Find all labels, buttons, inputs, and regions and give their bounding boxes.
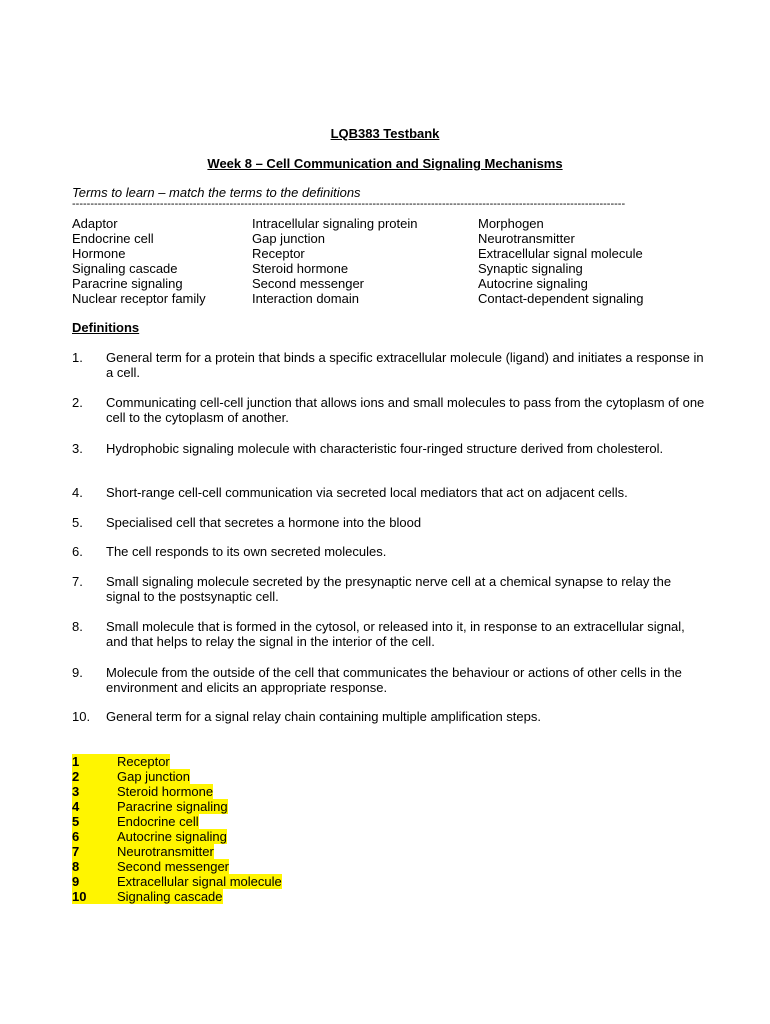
term-item: Autocrine signaling bbox=[478, 276, 588, 291]
definition-text: Specialised cell that secretes a hormone into the blood bbox=[106, 515, 422, 530]
answer-number: 9 bbox=[72, 874, 106, 889]
answer-number: 4 bbox=[72, 799, 106, 814]
definition-text: The cell responds to its own secreted molecules. bbox=[106, 544, 387, 559]
definition-number: 6. bbox=[72, 544, 83, 559]
definition-number: 9. bbox=[72, 665, 83, 680]
answer-term: Endocrine cell bbox=[106, 814, 199, 829]
definition-text: Short-range cell-cell communication via secreted local mediators that act on adjacent cells. bbox=[106, 485, 628, 500]
terms-column-2 bbox=[252, 216, 417, 306]
definition-text: General term for a protein that binds a specific extracellular molecule (ligand) and initiates a response in a cell. bbox=[106, 350, 704, 380]
term-item: Hormone bbox=[72, 246, 126, 261]
definition-number: 3. bbox=[72, 441, 83, 456]
document-title: LQB383 Testbank bbox=[330, 126, 440, 141]
dashed-separator: ------------------------------------------------------------------------------------------------------------------------------------------------------- bbox=[72, 199, 626, 210]
definition-number: 8. bbox=[72, 619, 83, 634]
answer-number: 6 bbox=[72, 829, 106, 844]
term-item: Steroid hormone bbox=[252, 261, 349, 276]
answer-term: Steroid hormone bbox=[106, 784, 213, 799]
answer-term: Paracrine signaling bbox=[106, 799, 228, 814]
answer-number: 3 bbox=[72, 784, 106, 799]
answer-term: Autocrine signaling bbox=[106, 829, 227, 844]
term-item: Morphogen bbox=[478, 216, 544, 231]
document-subtitle: Week 8 – Cell Communication and Signaling Mechanisms bbox=[207, 156, 563, 171]
answer-number: 1 bbox=[72, 754, 106, 769]
definition-number: 1. bbox=[72, 350, 83, 365]
term-item: Adaptor bbox=[72, 216, 118, 231]
answer-number: 8 bbox=[72, 859, 106, 874]
definition-number: 10. bbox=[72, 709, 91, 724]
definition-text: Small molecule that is formed in the cytosol, or released into it, in response to an extracellular signal, and that helps to relay the signal in the interior of the cell. bbox=[106, 619, 685, 649]
term-item: Second messenger bbox=[252, 276, 365, 291]
term-item: Endocrine cell bbox=[72, 231, 154, 246]
answer-number: 5 bbox=[72, 814, 106, 829]
term-item: Signaling cascade bbox=[72, 261, 178, 276]
answer-term: Receptor bbox=[106, 754, 170, 769]
term-item: Extracellular signal molecule bbox=[478, 246, 643, 261]
answer-term: Neurotransmitter bbox=[106, 844, 214, 859]
term-item: Gap junction bbox=[252, 231, 325, 246]
terms-column-3 bbox=[478, 216, 644, 306]
answer-term: Gap junction bbox=[106, 769, 190, 784]
term-item: Paracrine signaling bbox=[72, 276, 183, 291]
answer-term: Signaling cascade bbox=[106, 889, 223, 904]
definition-text: General term for a signal relay chain containing multiple amplification steps. bbox=[106, 709, 541, 724]
definition-number: 4. bbox=[72, 485, 83, 500]
definition-number: 5. bbox=[72, 515, 83, 530]
term-item: Neurotransmitter bbox=[478, 231, 575, 246]
answer-term: Extracellular signal molecule bbox=[106, 874, 282, 889]
term-item: Intracellular signaling protein bbox=[252, 216, 418, 231]
term-item: Nuclear receptor family bbox=[72, 291, 206, 306]
terms-column-1 bbox=[72, 216, 206, 306]
definition-number: 7. bbox=[72, 574, 83, 589]
definition-text: Molecule from the outside of the cell that communicates the behaviour or actions of other cells in the environment and elicits an appropriate response. bbox=[106, 665, 682, 695]
definition-number: 2. bbox=[72, 395, 83, 410]
terms-heading: Terms to learn – match the terms to the definitions bbox=[72, 185, 361, 200]
term-item: Synaptic signaling bbox=[478, 261, 583, 276]
definitions-heading: Definitions bbox=[72, 320, 140, 335]
term-item: Contact-dependent signaling bbox=[478, 291, 644, 306]
answer-number: 10 bbox=[72, 889, 106, 904]
answer-number: 2 bbox=[72, 769, 106, 784]
definition-text: Communicating cell-cell junction that allows ions and small molecules to pass from the cytoplasm of one cell to the cytoplasm of another. bbox=[106, 395, 705, 425]
term-item: Receptor bbox=[252, 246, 305, 261]
term-item: Interaction domain bbox=[252, 291, 359, 306]
definition-text: Hydrophobic signaling molecule with characteristic four-ringed structure derived from cholesterol. bbox=[106, 441, 664, 456]
answer-number: 7 bbox=[72, 844, 106, 859]
definition-text: Small signaling molecule secreted by the presynaptic nerve cell at a chemical synapse to relay the signal to the postsynaptic cell. bbox=[106, 574, 672, 604]
answer-term: Second messenger bbox=[106, 859, 229, 874]
